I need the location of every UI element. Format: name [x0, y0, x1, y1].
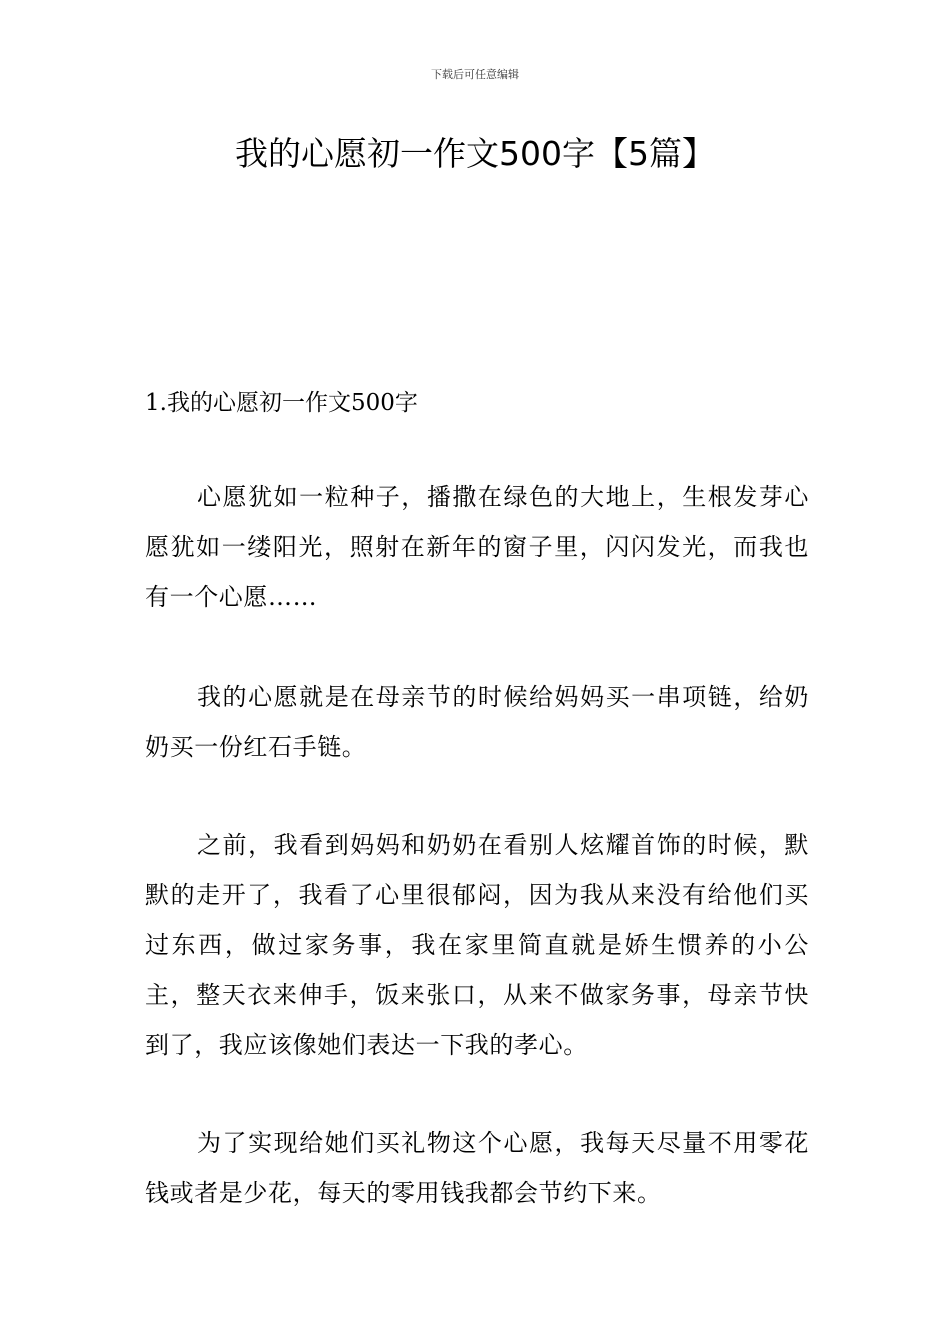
paragraph-3: 之前，我看到妈妈和奶奶在看别人炫耀首饰的时候，默默的走开了，我看了心里很郁闷，因为我从来没有给他们买过东西，做过家务事，我在家里简直就是娇生惯养的小公主，整天衣来伸手，饭来张口，从来不做家务事，母亲节快到了，我应该像她们表达一下我的孝心。: [145, 831, 809, 1059]
header-note: 下载后可任意编辑: [431, 68, 519, 81]
section-heading: 1.我的心愿初一作文500字: [145, 390, 418, 416]
paragraph-4: 为了实现给她们买礼物这个心愿，我每天尽量不用零花钱或者是少花，每天的零用钱我都会节约下来。: [145, 1129, 809, 1207]
paragraph-1: 心愿犹如一粒种子，播撒在绿色的大地上，生根发芽心愿犹如一缕阳光，照射在新年的窗子里，闪闪发光，而我也有一个心愿……: [145, 483, 809, 611]
document-title: 我的心愿初一作文500字【5篇】: [235, 134, 715, 173]
paragraph-2: 我的心愿就是在母亲节的时候给妈妈买一串项链，给奶奶买一份红石手链。: [145, 683, 809, 761]
